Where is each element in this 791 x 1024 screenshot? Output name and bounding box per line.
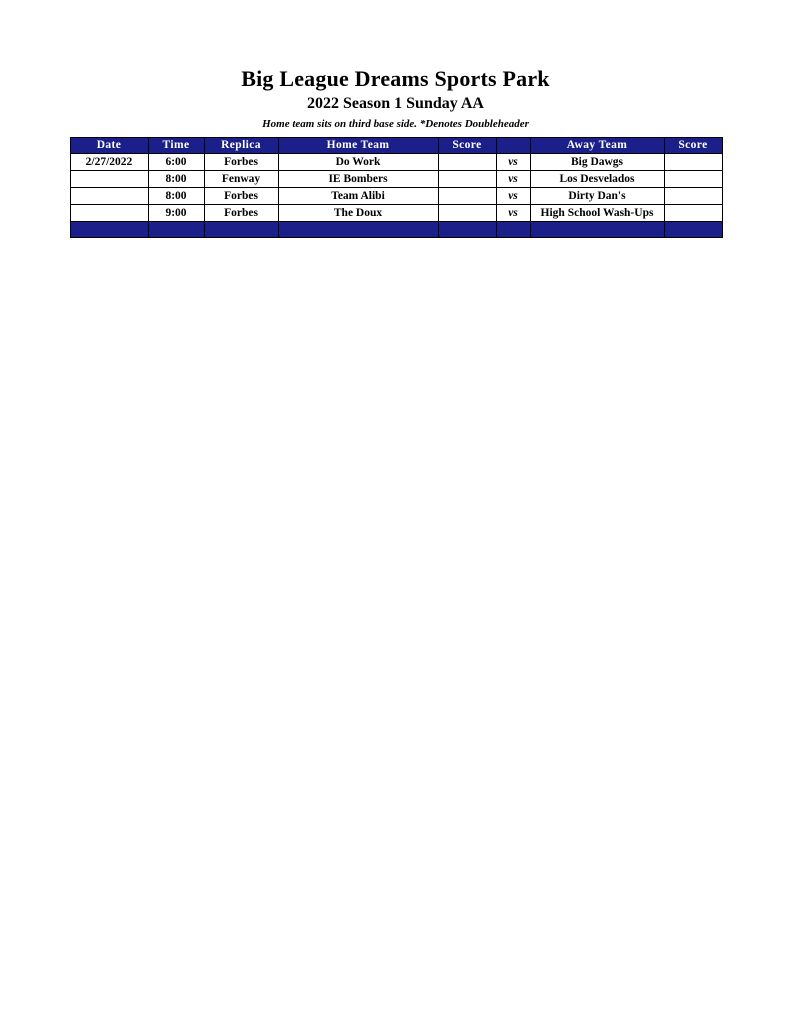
cell-home-team: Team Alibi (278, 188, 438, 205)
column-header-away-team: Away Team (530, 138, 664, 154)
table-row (70, 188, 722, 205)
cell-away-score (664, 205, 722, 222)
column-header-home-team: Home Team (278, 138, 438, 154)
cell-date (70, 205, 148, 222)
cell-time: 8:00 (148, 188, 204, 205)
cell-home-score (438, 188, 496, 205)
cell-home-score (438, 205, 496, 222)
column-header-away-score: Score (664, 138, 722, 154)
cell-vs: vs (496, 188, 530, 205)
cell-date (70, 171, 148, 188)
cell-away-score (664, 188, 722, 205)
cell-vs: vs (496, 171, 530, 188)
table-row (70, 171, 722, 188)
column-header-vs (496, 138, 530, 154)
title-block (0, 66, 791, 131)
footer-band-cell (664, 222, 722, 238)
footer-band-cell (148, 222, 204, 238)
cell-home-score (438, 171, 496, 188)
cell-away-team: Big Dawgs (530, 154, 664, 171)
cell-away-score (664, 154, 722, 171)
cell-home-team: Do Work (278, 154, 438, 171)
cell-home-team: The Doux (278, 205, 438, 222)
footer-band-cell (204, 222, 278, 238)
footer-band-cell (438, 222, 496, 238)
cell-home-team: IE Bombers (278, 171, 438, 188)
schedule-table-wrapper (70, 137, 722, 238)
cell-vs: vs (496, 154, 530, 171)
cell-vs: vs (496, 205, 530, 222)
page-note: Home team sits on third base side. *Denotes Doubleheader (262, 118, 529, 130)
cell-date: 2/27/2022 (70, 154, 148, 171)
cell-time: 8:00 (148, 171, 204, 188)
footer-band-cell (530, 222, 664, 238)
cell-replica: Forbes (204, 154, 278, 171)
footer-band-cell (496, 222, 530, 238)
table-footer-band (70, 222, 722, 238)
table-header-row (70, 138, 722, 154)
cell-replica: Forbes (204, 188, 278, 205)
cell-time: 6:00 (148, 154, 204, 171)
footer-band-cell (70, 222, 148, 238)
column-header-time: Time (148, 138, 204, 154)
footer-band-cell (278, 222, 438, 238)
cell-away-score (664, 171, 722, 188)
cell-time: 9:00 (148, 205, 204, 222)
column-header-date: Date (70, 138, 148, 154)
cell-replica: Fenway (204, 171, 278, 188)
cell-away-team: Los Desvelados (530, 171, 664, 188)
cell-replica: Forbes (204, 205, 278, 222)
cell-date (70, 188, 148, 205)
page-title: Big League Dreams Sports Park (241, 66, 550, 91)
cell-away-team: High School Wash-Ups (530, 205, 664, 222)
table-row (70, 205, 722, 222)
cell-away-team: Dirty Dan's (530, 188, 664, 205)
table-row (70, 154, 722, 171)
page-subtitle: 2022 Season 1 Sunday AA (307, 95, 484, 112)
column-header-home-score: Score (438, 138, 496, 154)
schedule-table (70, 137, 723, 238)
cell-home-score (438, 154, 496, 171)
column-header-replica: Replica (204, 138, 278, 154)
